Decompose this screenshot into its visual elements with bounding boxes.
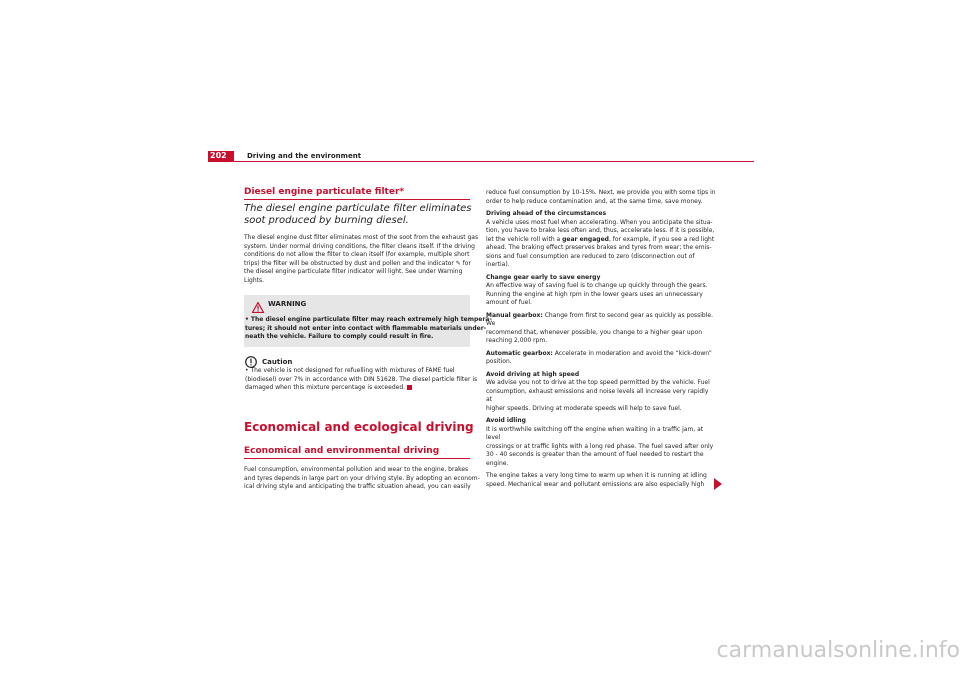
text-line: the diesel engine particulate filter indicator will light. See under Warning [244,268,463,275]
warning-text [245,316,492,342]
text-line: sions and fuel consumption are reduced to zero (disconnection out of [486,252,695,260]
eco-heading: Economical and ecological driving [244,420,474,434]
right-column [486,189,716,489]
eco-subheading-rule [244,458,470,459]
text-line: 30 - 40 seconds is greater than the amount of fuel needed to restart the [486,451,704,458]
text-line [245,384,477,393]
text-line: reaching 2,000 rpm. [486,337,548,344]
eco-body [244,466,480,492]
text-line: crossings or at traffic lights with a long red phase. The fuel saved after only [486,442,714,450]
text-line: tion, you have to brake less often and, thus, accelerate less. If it is possible, [486,227,715,234]
watermark: carmanualsonline.info [716,638,960,663]
text-line: An effective way of saving fuel is to change up quickly through the gears. [486,282,708,289]
text-line: amount of fuel. [486,299,532,306]
text-line: conditions do not allow the filter to clean itself (for example, multiple short [244,251,470,258]
eco-subheading: Economical and environmental driving [244,446,440,456]
text-line: (biodiesel) over 7% in accordance with DIN 51628. The diesel particle filter is [245,375,478,383]
warning-triangle-icon [252,298,264,317]
auto-label: Automatic gearbox: [486,349,553,357]
warning-title: WARNING [268,300,307,308]
dpf-body [244,234,478,285]
text-line: recommend that, whenever possible, you change to a higher gear upon [486,328,703,336]
text-line: ical driving style and anticipating the traffic situation ahead, you can easily [244,483,471,490]
text-line: speed. Mechanical wear and pollutant emissions are also especially high [486,480,705,488]
text-line: Automatic gearbox: Accelerate in moderation and avoid the “kick-down” [486,349,712,357]
text-line: let the vehicle roll with a gear engaged, for example, if you see a red light [486,235,715,243]
section-end-marker [407,385,412,390]
text-line: It is worthwhile switching off the engine when waiting in a traffic jam, at level [486,425,704,441]
manual-label: Manual gearbox: [486,311,543,319]
page-number: 202 [210,151,227,160]
text-line: The engine takes a very long time to warm up when it is running at idling [486,472,707,479]
dpf-heading-rule [244,199,470,200]
header-rule [208,161,754,162]
caution-title: Caution [262,358,293,366]
text-line: reduce fuel consumption by 10-15%. Next, we provide you with some tips in [486,189,716,196]
gear-engaged-emphasis: gear engaged [562,235,609,243]
text-line: system. Under normal driving conditions, the filter cleans itself. If the driving [244,242,475,250]
text-line-content: damaged when this mixture percentage is exceeded. [245,384,406,391]
text-line: Lights. [244,276,265,284]
text-line: and tyres depends in large part on your driving style. By adopting an econom- [244,474,480,482]
text-line: We advise you not to drive at the top speed permitted by the vehicle. Fuel [486,379,710,386]
text-line: • The diesel engine particulate filter may reach extremely high tempera- [245,316,492,323]
dpf-heading: Diesel engine particulate filter* [244,187,405,197]
text-line: tures; it should not enter into contact with flammable materials under- [245,324,487,332]
dpf-subtitle: The diesel engine particulate filter eliminates soot produced by burning diesel. [244,203,472,226]
text-line: order to help reduce contamination and, at the same time, save money. [486,197,703,205]
text-line: inertia). [486,261,510,268]
text-line: higher speeds. Driving at moderate speeds will help to save fuel. [486,404,682,412]
ahead-title: Driving ahead of the circumstances [486,210,607,217]
text-line: • The vehicle is not designed for refuelling with mixtures of FAME fuel [245,367,455,374]
text-line: Manual gearbox: Change from first to second gear as quickly as possible. We [486,311,713,327]
idle-title: Avoid idling [486,417,526,424]
early-title: Change gear early to save energy [486,273,601,281]
high-speed-title: Avoid driving at high speed [486,370,580,378]
next-page-arrow-icon[interactable] [714,478,722,490]
page-header-title: Driving and the environment [247,152,362,160]
caution-text [245,367,477,393]
text-line: Running the engine at high rpm in the lower gears uses an unnecessary [486,290,703,298]
text-line: engine. [486,459,509,467]
text-line: position. [486,358,512,365]
text-line: neath the vehicle. Failure to comply could result in fire. [245,333,434,340]
text-line: A vehicle uses most fuel when accelerating. When you anticipate the situa- [486,218,713,226]
text-line: trips) the filter will be obstructed by dust and pollen and the indicator ✎ for [244,259,471,267]
text-line: Fuel consumption, environmental pollution and wear to the engine, brakes [244,466,469,473]
text-line: The diesel engine dust filter eliminates most of the soot from the exhaust gas [244,234,479,241]
text-line: consumption, exhaust emissions and noise levels all increase very rapidly at [486,387,709,403]
text-line: ahead. The braking effect preserves brakes and tyres from wear; the emis- [486,244,712,251]
